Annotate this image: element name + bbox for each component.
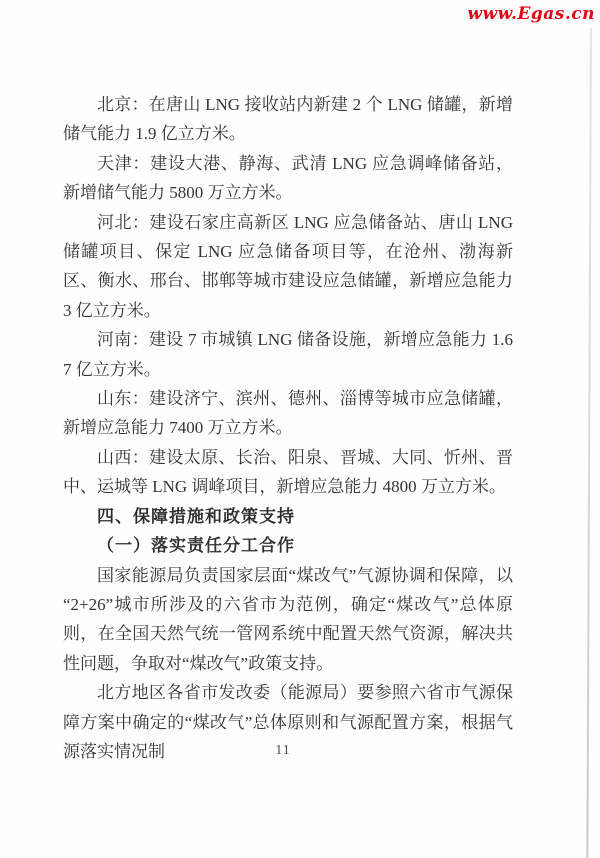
subsection-heading-4-1: （一）落实责任分工合作 — [97, 536, 295, 556]
watermark-site-url: www.Egas.cn — [467, 4, 595, 24]
paragraph-shanxi: 山西：建设太原、长治、阳泉、晋城、大同、忻州、晋中、运城等 LNG 调峰项目，新增应急能力 4800 万立方米。 — [63, 447, 513, 497]
paragraph-tianjin: 天津：建设大港、静海、武清 LNG 应急调峰储备站，新增储气能力 5800 万立方米。 — [63, 153, 513, 203]
page-content — [63, 90, 513, 766]
page-number: 11 — [275, 743, 291, 758]
paragraph-beijing: 北京：在唐山 LNG 接收站内新建 2 个 LNG 储罐，新增储气能力 1.9 亿立方米。 — [63, 95, 513, 144]
section-heading-4: 四、保障措施和政策支持 — [97, 506, 295, 526]
paragraph-shandong: 山东：建设济宁、滨州、德州、淄博等城市应急储罐，新增应急能力 7400 万立方米。 — [63, 389, 513, 438]
paragraph-hebei: 河北：建设石家庄高新区 LNG 应急储备站、唐山 LNG 储罐项目、保定 LNG 应急储备项目等，在沧州、渤海新区、衡水、邢台、邯郸等城市建设应急储罐，新增应急能力 3 亿立方米。 — [63, 212, 513, 320]
scan-edge-artifact — [586, 28, 592, 858]
paragraph-henan: 河南：建设 7 市城镇 LNG 储备设施，新增应急能力 1.67 亿立方米。 — [63, 330, 513, 379]
paragraph-northern-regions: 北方地区各省市发改委（能源局）要参照六省市气源保障方案中确定的“煤改气”总体原则和气源配置方案，根据气源落实情况制 — [63, 683, 513, 761]
paragraph-national-energy-administration: 国家能源局负责国家层面“煤改气”气源协调和保障，以“2+26”城市所涉及的六省市为范例，确定“煤改气”总体原则，在全国天然气统一管网系统中配置天然气资源，解决共性问题，争取对“煤改气”政策支持。 — [63, 565, 513, 673]
